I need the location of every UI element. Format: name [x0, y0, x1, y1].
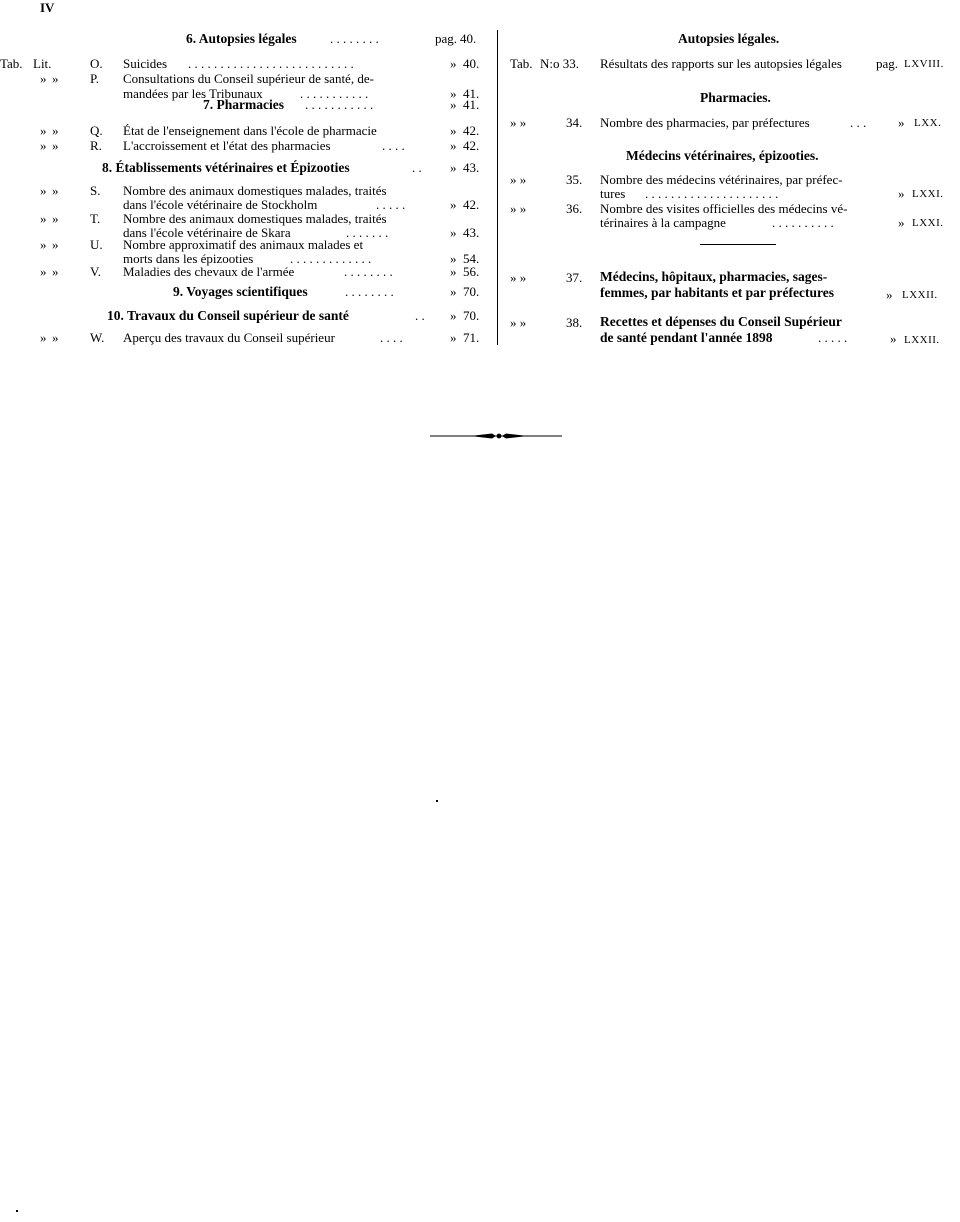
page-ref-mark: »: [450, 330, 457, 345]
page-ref-mark: »: [450, 56, 457, 71]
page-ref: 40.: [463, 56, 480, 71]
dot-leader: . . . . .: [818, 330, 848, 345]
dot-leader: . . . . . . .: [346, 225, 389, 240]
dot-leader: . . .: [850, 115, 867, 130]
entry-text: morts dans les épizooties: [123, 251, 254, 266]
page-ref: 43.: [463, 160, 480, 175]
dot-leader: . . . . .: [376, 197, 406, 212]
entry-text: Maladies des chevaux de l'armée: [123, 264, 295, 279]
ditto-prefix: » »: [510, 315, 527, 330]
entry-text: Nombre approximatif des animaux malades et: [123, 237, 364, 252]
entry-text: dans l'école vétérinaire de Stockholm: [123, 197, 318, 212]
short-rule: [700, 244, 776, 245]
entry-text: Nombre des animaux domestiques malades, traités: [123, 211, 387, 226]
table-letter: V.: [90, 264, 101, 279]
page-ref: LXXII.: [902, 289, 938, 301]
page-ref-mark: »: [898, 186, 905, 201]
lit-prefix: »: [52, 183, 59, 198]
table-number: N:o 33.: [540, 56, 579, 71]
section-heading-10: 10. Travaux du Conseil supérieur de santé: [107, 308, 349, 323]
page-ref: 41.: [463, 97, 480, 112]
entry-text: Médecins, hôpitaux, pharmacies, sages-: [600, 269, 828, 284]
page-ref-mark: »: [450, 123, 457, 138]
table-letter: W.: [90, 330, 105, 345]
dot-leader: . . . . . . . .: [345, 284, 394, 299]
speck: [436, 800, 438, 802]
lit-prefix: »: [52, 123, 59, 138]
page-ref: 40.: [460, 31, 477, 46]
page-ref-mark: »: [450, 160, 457, 175]
tab-prefix: »: [40, 211, 47, 226]
page-ref: 41.: [463, 86, 480, 101]
dot-leader: . . . .: [382, 138, 405, 153]
table-number: 35.: [566, 172, 583, 187]
entry-text: L'accroissement et l'état des pharmacies: [123, 138, 331, 153]
table-letter: R.: [90, 138, 102, 153]
page-ref: 71.: [463, 330, 480, 345]
page-ref: 42.: [463, 138, 480, 153]
section-heading-7: 7. Pharmacies: [203, 97, 284, 112]
page-ref-mark: »: [450, 264, 457, 279]
ornament-rule: [430, 430, 562, 442]
dot-leader: . . . . . . . . . .: [772, 215, 834, 230]
entry-text: État de l'enseignement dans l'école de pharmacie: [123, 123, 377, 138]
entry-text: Aperçu des travaux du Conseil supérieur: [123, 330, 335, 345]
entry-text: Recettes et dépenses du Conseil Supérieur: [600, 314, 842, 329]
heading-medecins: Médecins vétérinaires, épizooties.: [626, 148, 819, 163]
entry-text: Nombre des médecins vétérinaires, par préfec-: [600, 172, 843, 187]
page-ref: LXXII.: [904, 334, 940, 346]
page-ref-mark: »: [890, 331, 897, 346]
tab-prefix: »: [40, 71, 47, 86]
lit-prefix: »: [52, 138, 59, 153]
tab-prefix: »: [40, 264, 47, 279]
toc-entry: [0, 138, 490, 154]
page-ref: LXX.: [914, 117, 942, 129]
entry-text: Suicides: [123, 56, 168, 71]
page-ref: 70.: [463, 308, 480, 323]
page-ref-mark: »: [450, 225, 457, 240]
page-ref: 54.: [463, 251, 480, 266]
entry-text-cont: tures: [600, 186, 626, 201]
column-divider: [497, 30, 498, 345]
page-ref-label: pag.: [435, 31, 458, 46]
speck: [16, 1210, 18, 1212]
heading-autopsies: Autopsies légales.: [678, 31, 780, 46]
page-ref: 42.: [463, 123, 480, 138]
page-ref-mark: »: [450, 197, 457, 212]
tab-prefix: »: [40, 138, 47, 153]
tab-prefix: »: [40, 237, 47, 252]
toc-entry: [0, 71, 490, 87]
tab-prefix: Tab.: [0, 56, 23, 71]
page-ref: 42.: [463, 197, 480, 212]
page-ref-label: pag.: [876, 56, 899, 71]
lit-prefix: Lit.: [33, 56, 52, 71]
page-ref-mark: »: [450, 138, 457, 153]
dot-leader: . . . . . . . . . . . . .: [290, 251, 372, 266]
page-ref-mark: »: [450, 86, 457, 101]
page-number: IV: [40, 0, 55, 15]
lit-prefix: »: [52, 237, 59, 252]
page-ref: 70.: [463, 284, 480, 299]
ditto-prefix: » »: [510, 172, 527, 187]
dot-leader: . . . . . . . . . . .: [300, 86, 369, 101]
table-letter: S.: [90, 183, 101, 198]
entry-text-cont: térinaires à la campagne: [600, 215, 726, 230]
entry-text: Consultations du Conseil supérieur de santé, de-: [123, 71, 374, 86]
lit-prefix: »: [52, 264, 59, 279]
table-letter: O.: [90, 56, 103, 71]
entry-text: dans l'école vétérinaire de Skara: [123, 225, 291, 240]
dot-leader: . . . . . . . .: [330, 31, 379, 46]
entry-text: Nombre des animaux domestiques malades, traités: [123, 183, 387, 198]
toc-entry: [0, 330, 490, 346]
heading-pharmacies: Pharmacies.: [700, 90, 771, 105]
tab-prefix: »: [40, 330, 47, 345]
table-number: 38.: [566, 315, 583, 330]
table-number: 37.: [566, 270, 583, 285]
section-heading-9: 9. Voyages scientifiques: [173, 284, 308, 299]
entry-text: Nombre des pharmacies, par préfectures: [600, 115, 810, 130]
entry-text-cont: de santé pendant l'année 1898: [600, 330, 773, 345]
page-ref: LXVIII.: [904, 58, 944, 70]
ditto-prefix: » »: [510, 201, 527, 216]
page-ref: 43.: [463, 225, 480, 240]
toc-entry: [0, 264, 490, 280]
dot-leader: . . . . . . . . . . .: [305, 97, 374, 112]
dot-leader: . . . . . . . . . . . . . . . . . . . . .: [645, 186, 779, 201]
page-ref-mark: »: [450, 308, 457, 323]
tab-prefix: »: [40, 183, 47, 198]
entry-text: mandées par les Tribunaux: [123, 86, 263, 101]
dot-leader: . . . .: [380, 330, 403, 345]
page-ref: LXXI.: [912, 188, 944, 200]
table-number: 34.: [566, 115, 583, 130]
dot-leader: . .: [412, 160, 422, 175]
entry-text-cont: femmes, par habitants et par préfectures: [600, 285, 834, 300]
page-ref-mark: »: [450, 251, 457, 266]
page-ref: LXXI.: [912, 217, 944, 229]
dot-leader: . . . . . . . . . . . . . . . . . . . . . . . . . .: [188, 56, 354, 71]
tab-prefix: »: [40, 123, 47, 138]
page-ref-mark: »: [898, 215, 905, 230]
lit-prefix: »: [52, 211, 59, 226]
table-number: 36.: [566, 201, 583, 216]
page-ref-mark: »: [886, 287, 893, 302]
entry-text: Nombre des visites officielles des médecins vé-: [600, 201, 848, 216]
page-ref-mark: »: [450, 97, 457, 112]
dot-leader: . .: [415, 308, 425, 323]
ditto-prefix: » »: [510, 115, 527, 130]
lit-prefix: »: [52, 330, 59, 345]
toc-entry: [0, 123, 490, 139]
ditto-prefix: » »: [510, 270, 527, 285]
section-heading-6: 6. Autopsies légales: [186, 31, 297, 46]
page-ref: 56.: [463, 264, 480, 279]
table-letter: U.: [90, 237, 103, 252]
tab-prefix: Tab.: [510, 56, 533, 71]
table-letter: P.: [90, 71, 100, 86]
dot-leader: . . . . . . . .: [344, 264, 393, 279]
page-ref-mark: »: [450, 284, 457, 299]
entry-text: Résultats des rapports sur les autopsies légales: [600, 56, 842, 71]
table-letter: T.: [90, 211, 101, 226]
page-ref-mark: »: [898, 115, 905, 130]
lit-prefix: »: [52, 71, 59, 86]
table-letter: Q.: [90, 123, 103, 138]
section-heading-8: 8. Établissements vétérinaires et Épizooties: [102, 160, 350, 175]
